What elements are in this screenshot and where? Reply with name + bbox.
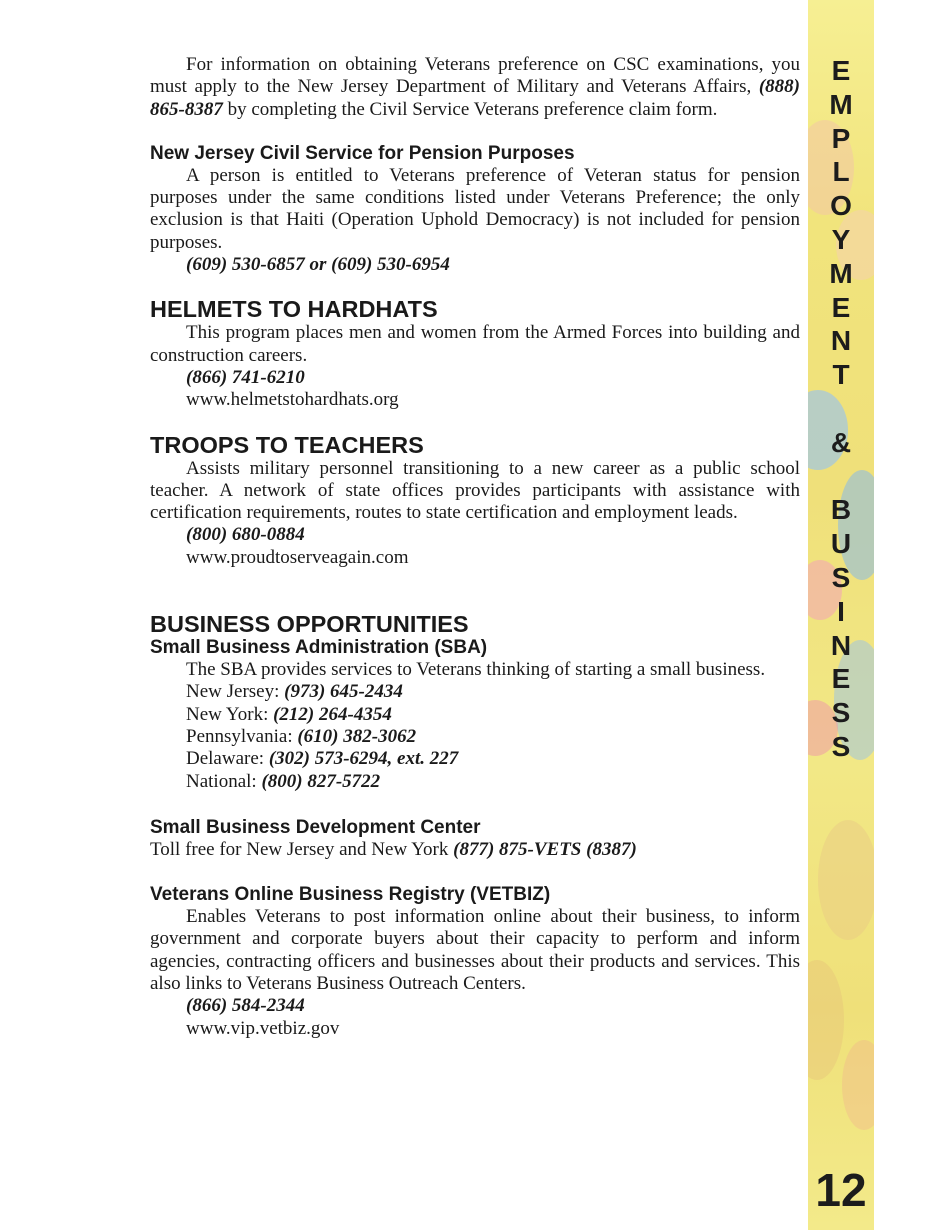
business-heading: BUSINESS OPPORTUNITIES (150, 611, 469, 638)
sidebar-letter (808, 460, 874, 494)
intro-text: For information on obtaining Veterans preference on CSC examinations, you must apply to the New Jersey Department of Military and Veterans Affairs, (150, 54, 800, 98)
sba-contact-label: National: (186, 770, 262, 792)
sba-contact (150, 681, 800, 703)
sbdc-text: Toll free for New Jersey and New York (150, 838, 454, 860)
sidebar-letter: N (830, 629, 852, 661)
sba-contact-phone: (973) 645-2434 (284, 681, 403, 703)
sba-contact (150, 704, 800, 726)
sidebar-title (808, 54, 874, 764)
sba-body: The SBA provides services to Veterans thinking of starting a small business. (186, 659, 766, 681)
sidebar-letter: M (829, 257, 853, 289)
sidebar-letter: B (830, 494, 852, 526)
intro-text-after: by completing the Civil Service Veterans preference claim form. (222, 98, 718, 120)
troops-body: Assists military personnel transitioning to a new career as a public school teacher. A network of state offices provides participants with assistance with certification requirements, routes to state certification and employment leads. (150, 457, 800, 524)
intro-phone: (888) 865-8387 (150, 76, 800, 120)
sba-contact-phone: (302) 573-6294, ext. 227 (268, 748, 459, 770)
pension-phones: (609) 530-6857 or (609) 530-6954 (186, 254, 450, 276)
sba-contact-phone: (800) 827-5722 (261, 770, 381, 792)
sba-contact-phone: (212) 264-4354 (273, 703, 392, 725)
vetbiz-phone: (866) 584-2344 (186, 995, 305, 1017)
sidebar-letter: S (831, 730, 851, 762)
troops-heading: TROOPS TO TEACHERS (150, 431, 424, 458)
troops-url[interactable]: www.proudtoserveagain.com (186, 546, 409, 568)
sbdc-heading: Small Business Development Center (150, 816, 481, 838)
sba-contact-label: Delaware: (186, 748, 269, 770)
helmets-phone: (866) 741-6210 (186, 366, 305, 388)
sidebar-letter: U (830, 528, 852, 560)
helmets-body: This program places men and women from the Armed Forces into building and construction careers. (150, 322, 800, 366)
sba-contact-list (150, 681, 800, 792)
sba-contact-phone: (610) 382-3062 (297, 725, 417, 747)
sidebar-letter: E (831, 291, 851, 323)
sidebar-letter: L (832, 156, 850, 188)
content-column (150, 54, 800, 1040)
sidebar-letter: P (831, 122, 851, 154)
sidebar-letter: N (830, 325, 852, 357)
sbdc-phone: (877) 875-VETS (8387) (453, 838, 637, 860)
helmets-url[interactable]: www.helmetstohardhats.org (186, 389, 399, 411)
troops-phone: (800) 680-0884 (186, 524, 305, 546)
pension-body: A person is entitled to Veterans preference of Veteran status for pension purposes under the same conditions listed under Veterans Preference; the only exclusion is that Haiti (Operation Uphold Democracy) is not included for pension purposes. (150, 164, 800, 253)
sidebar-letter: S (831, 561, 851, 593)
sidebar-letter: S (831, 697, 851, 729)
sba-contact-label: New Jersey: (186, 681, 285, 703)
sidebar-letter: O (830, 190, 852, 222)
sba-contact-label: New York: (186, 703, 274, 725)
sidebar-letter: & (830, 426, 852, 458)
sidebar-letter (808, 392, 874, 426)
sba-contact-label: Pennsylvania: (186, 725, 298, 747)
helmets-heading: HELMETS TO HARDHATS (150, 296, 438, 323)
sba-contact (150, 771, 800, 793)
sidebar-letter: Y (831, 223, 851, 255)
sidebar-letter: I (837, 595, 845, 627)
intro-paragraph (150, 54, 800, 121)
vetbiz-url[interactable]: www.vip.vetbiz.gov (186, 1017, 340, 1039)
vetbiz-heading: Veterans Online Business Registry (VETBIZ) (150, 884, 551, 906)
sba-contact (150, 726, 800, 748)
sba-heading: Small Business Administration (SBA) (150, 637, 488, 659)
sidebar-letter: T (832, 359, 850, 391)
sbdc-line (150, 839, 800, 861)
sba-contact (150, 748, 800, 770)
sidebar-letter: M (829, 88, 853, 120)
section-sidebar (808, 0, 874, 1230)
sidebar-letter: E (831, 663, 851, 695)
pension-heading: New Jersey Civil Service for Pension Purposes (150, 142, 575, 164)
page-number: 12 (815, 1164, 867, 1216)
vetbiz-body: Enables Veterans to post information online about their business, to inform government and corporate buyers about their capacity to perform and inform agencies, contracting officers and businesses about their products and services. This also links to Veterans Business Outreach Centers. (150, 906, 800, 995)
sidebar-letter: E (831, 55, 851, 86)
